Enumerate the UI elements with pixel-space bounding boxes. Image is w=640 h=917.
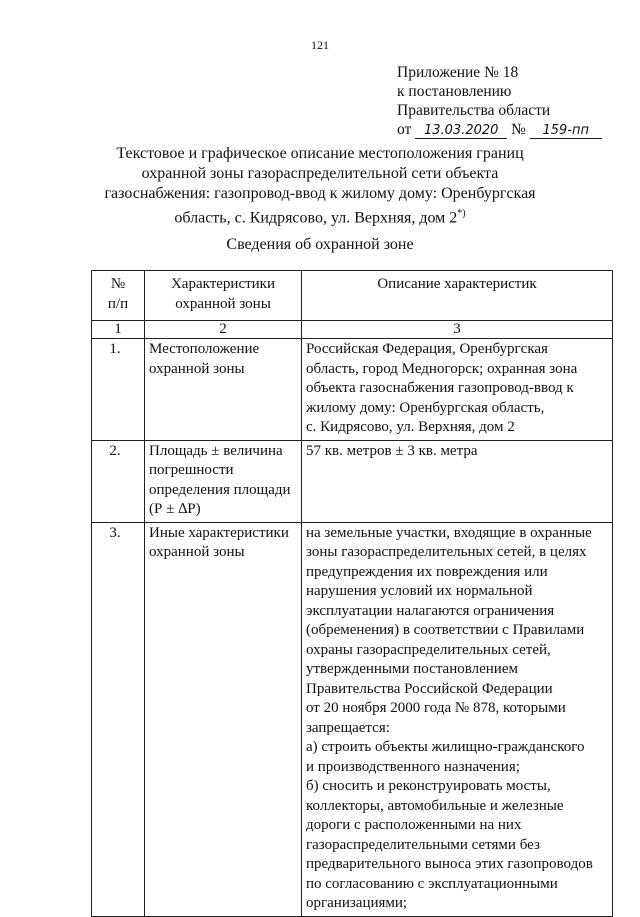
document-title: [100, 144, 540, 228]
document-title-text: Текстовое и графическое описание местоположения границ охранной зоны газораспределительной сети объекта газоснабжения: газопровод-ввод к жилому дому: Оренбургская область, с. Кидрясово, ул. Верхняя, дом 2: [104, 145, 536, 227]
row-description: 57 кв. метров ± 3 кв. метра: [302, 440, 613, 522]
number-label: №: [511, 121, 526, 138]
appendix-block: [397, 63, 602, 139]
table-row: [92, 339, 613, 441]
table-header-row: [92, 271, 613, 321]
date-prefix: от: [397, 121, 412, 138]
zone-info-table: [91, 270, 613, 917]
handwritten-number: 159-пп: [530, 123, 602, 139]
header-characteristics: Характеристики охранной зоны: [145, 271, 302, 321]
header-description: Описание характеристик: [302, 271, 613, 321]
row-characteristic: Местоположение охранной зоны: [145, 339, 302, 441]
index-1: 1: [92, 321, 145, 339]
section-subtitle: Сведения об охранной зоне: [226, 236, 414, 253]
handwritten-date: 13.03.2020: [415, 123, 507, 139]
appendix-date-line: [397, 120, 602, 139]
header-number: № п/п: [92, 271, 145, 321]
footnote-mark: *): [457, 208, 466, 219]
table-index-row: [92, 321, 613, 339]
row-number: 2.: [92, 440, 145, 522]
page-number: 121: [311, 38, 329, 52]
appendix-line-3: Правительства области: [397, 102, 551, 119]
table-row: [92, 440, 613, 522]
index-2: 2: [145, 321, 302, 339]
row-characteristic: Площадь ± величина погрешности определения площади (Р ± ∆Р): [145, 440, 302, 522]
appendix-line-2: к постановлению: [397, 83, 512, 100]
table-row: [92, 522, 613, 916]
row-number: 3.: [92, 522, 145, 916]
row-description: Российская Федерация, Оренбургская область, город Медногорск; охранная зона объекта газоснабжения газопровод-ввод к жилому дому: Оренбургская область, с. Кидрясово, ул. Верхняя, дом 2: [302, 339, 613, 441]
row-number: 1.: [92, 339, 145, 441]
index-3: 3: [302, 321, 613, 339]
row-description: на земельные участки, входящие в охранные зоны газораспределительных сетей, в целях предупреждения их повреждения или нарушения условий их нормальной эксплуатации налагаются ограничения (обременения) в соответствии с Правилами охраны газораспределительных сетей, утвержденными постановлением Правительства Российской Федерации от 20 ноября 2000 года № 878, которыми запрещается: а) строить объекты жилищно-гражданского и производственного назначения; б) сносить и реконструировать мосты, коллекторы, автомобильные и железные дороги с расположенными на них газораспределительными сетями без предварительного выноса этих газопроводов по согласованию с эксплуатационными организациями;: [302, 522, 613, 916]
appendix-line-1: Приложение № 18: [397, 64, 519, 81]
row-characteristic: Иные характеристики охранной зоны: [145, 522, 302, 916]
